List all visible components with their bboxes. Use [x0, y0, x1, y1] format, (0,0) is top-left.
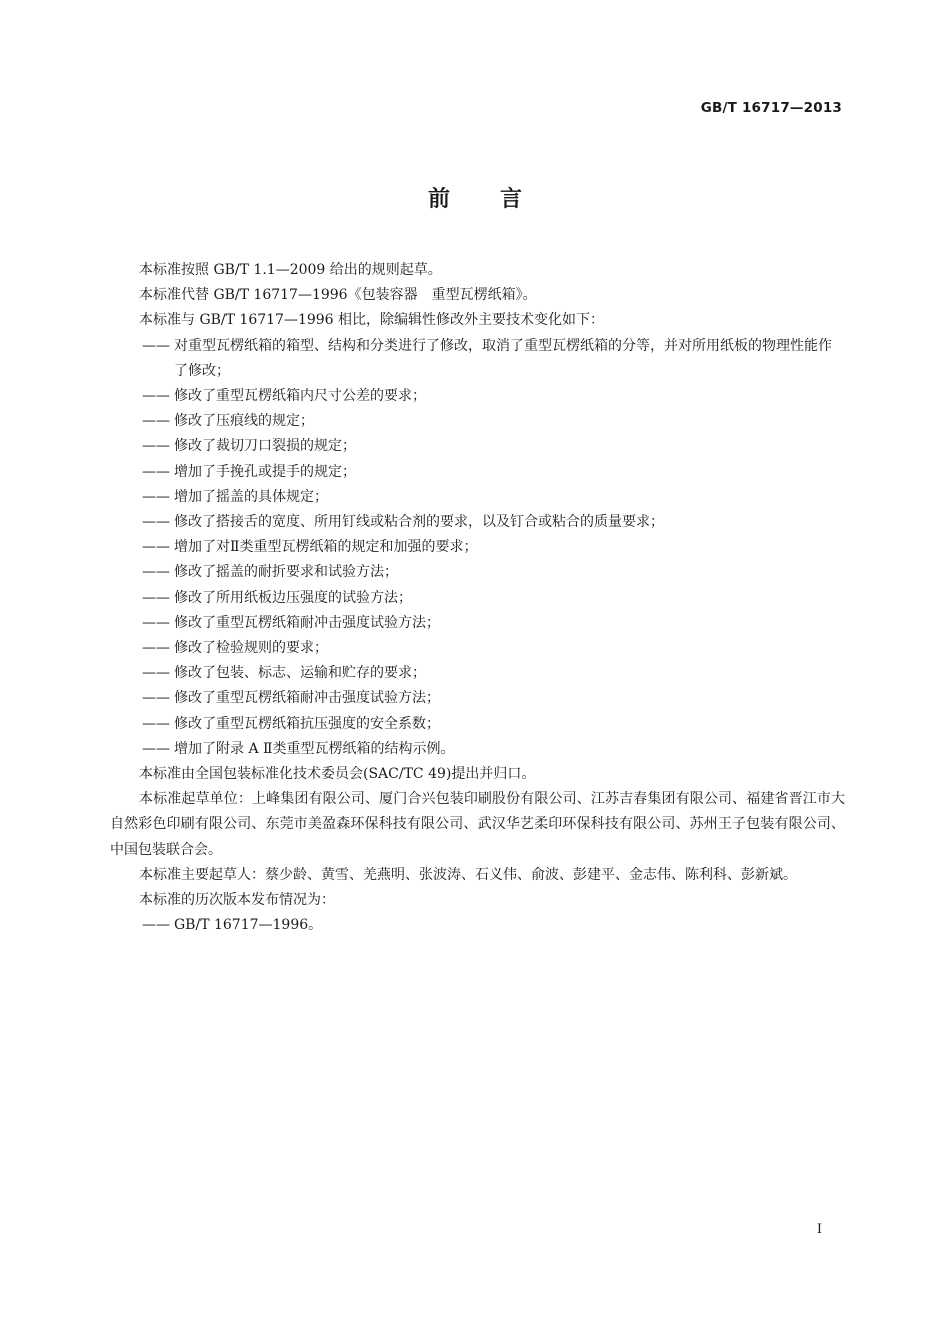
- list-item: [110, 460, 845, 485]
- list-item-text: 增加了手挽孔或提手的规定；: [174, 463, 356, 480]
- list-item: [110, 611, 845, 636]
- list-dash: ——: [142, 438, 170, 455]
- list-item: [110, 485, 845, 510]
- list-dash: ——: [142, 514, 170, 531]
- list-item: [110, 586, 845, 611]
- list-item: [110, 737, 845, 762]
- list-item: [110, 434, 845, 459]
- list-item-text: 修改了检验规则的要求；: [174, 640, 328, 657]
- history-item: [110, 913, 845, 938]
- list-item-text: 修改了压痕线的规定；: [174, 413, 314, 430]
- list-item-text: 修改了所用纸板边压强度的试验方法；: [174, 589, 412, 606]
- list-dash: ——: [142, 413, 170, 430]
- list-dash: ——: [142, 614, 170, 631]
- list-item-text: 修改了重型瓦楞纸箱抗压强度的安全系数；: [174, 715, 440, 732]
- history-heading: 本标准的历次版本发布情况为：: [139, 892, 335, 909]
- list-dash: ——: [142, 463, 170, 480]
- list-item: [110, 510, 845, 535]
- list-dash: ——: [142, 640, 170, 657]
- intro-paragraph: 本标准与 GB/T 16717—1996 相比，除编辑性修改外主要技术变化如下：: [139, 312, 605, 329]
- list-item: [110, 334, 845, 384]
- list-item: [110, 636, 845, 661]
- list-item-text: 增加了附录 A Ⅱ类重型瓦楞纸箱的结构示例。: [174, 740, 455, 757]
- list-item: [110, 560, 845, 585]
- list-dash: ——: [142, 740, 170, 757]
- list-dash: ——: [142, 690, 170, 707]
- list-item-text: 增加了对Ⅱ类重型瓦楞纸箱的规定和加强的要求；: [174, 539, 478, 556]
- list-dash: ——: [142, 917, 170, 934]
- list-item-text: 修改了重型瓦楞纸箱耐冲击强度试验方法；: [174, 690, 440, 707]
- history-item-text: GB/T 16717—1996。: [174, 917, 323, 934]
- list-item-text: 修改了重型瓦楞纸箱耐冲击强度试验方法；: [174, 614, 440, 631]
- list-item-text: 修改了包装、标志、运输和贮存的要求；: [174, 665, 426, 682]
- proposer-paragraph: 本标准由全国包装标准化技术委员会(SAC/TC 49)提出并归口。: [139, 766, 536, 783]
- history-list: [110, 913, 845, 938]
- list-dash: ——: [142, 539, 170, 556]
- list-dash: ——: [142, 488, 170, 505]
- intro-paragraph: 本标准按照 GB/T 1.1—2009 给出的规则起草。: [139, 262, 442, 278]
- list-item: [110, 535, 845, 560]
- list-item: [110, 712, 845, 737]
- list-item-text: 修改了摇盖的耐折要求和试验方法；: [174, 564, 398, 581]
- list-dash: ——: [142, 388, 170, 405]
- list-item-text: 增加了摇盖的具体规定；: [174, 488, 328, 505]
- list-item: [110, 409, 845, 434]
- intro-paragraph: 本标准代替 GB/T 16717—1996《包装容器 重型瓦楞纸箱》。: [139, 287, 537, 304]
- list-dash: ——: [142, 665, 170, 682]
- page-title: 前言: [427, 187, 572, 212]
- page-number: I: [816, 1222, 822, 1237]
- list-item-text: 对重型瓦楞纸箱的箱型、结构和分类进行了修改，取消了重型瓦楞纸箱的分等，并对所用纸板的物理性能作了修改；: [174, 337, 832, 379]
- list-item: [110, 384, 845, 409]
- document-body: [110, 258, 845, 938]
- standard-code: GB/T 16717—2013: [700, 100, 842, 116]
- drafting-units-paragraph: 本标准起草单位：上峰集团有限公司、厦门合兴包装印刷股份有限公司、江苏吉春集团有限公司、福建省晋江市大自然彩色印刷有限公司、东莞市美盈森环保科技有限公司、武汉华艺柔印环保科技有限公司、苏州王子包装有限公司、中国包装联合会。: [110, 791, 845, 858]
- changes-list: [110, 334, 845, 762]
- list-item: [110, 686, 845, 711]
- list-dash: ——: [142, 337, 170, 354]
- list-item: [110, 661, 845, 686]
- list-item-text: 修改了重型瓦楞纸箱内尺寸公差的要求；: [174, 388, 426, 405]
- drafters-paragraph: 本标准主要起草人：蔡少龄、黄雪、羌燕明、张波涛、石义伟、俞波、彭建平、金志伟、陈利科、彭新斌。: [139, 866, 797, 883]
- list-dash: ——: [142, 589, 170, 606]
- list-dash: ——: [142, 715, 170, 732]
- list-dash: ——: [142, 564, 170, 581]
- list-item-text: 修改了裁切刀口裂损的规定；: [174, 438, 356, 455]
- list-item-text: 修改了搭接舌的宽度、所用钉线或粘合剂的要求，以及钉合或粘合的质量要求；: [174, 514, 664, 531]
